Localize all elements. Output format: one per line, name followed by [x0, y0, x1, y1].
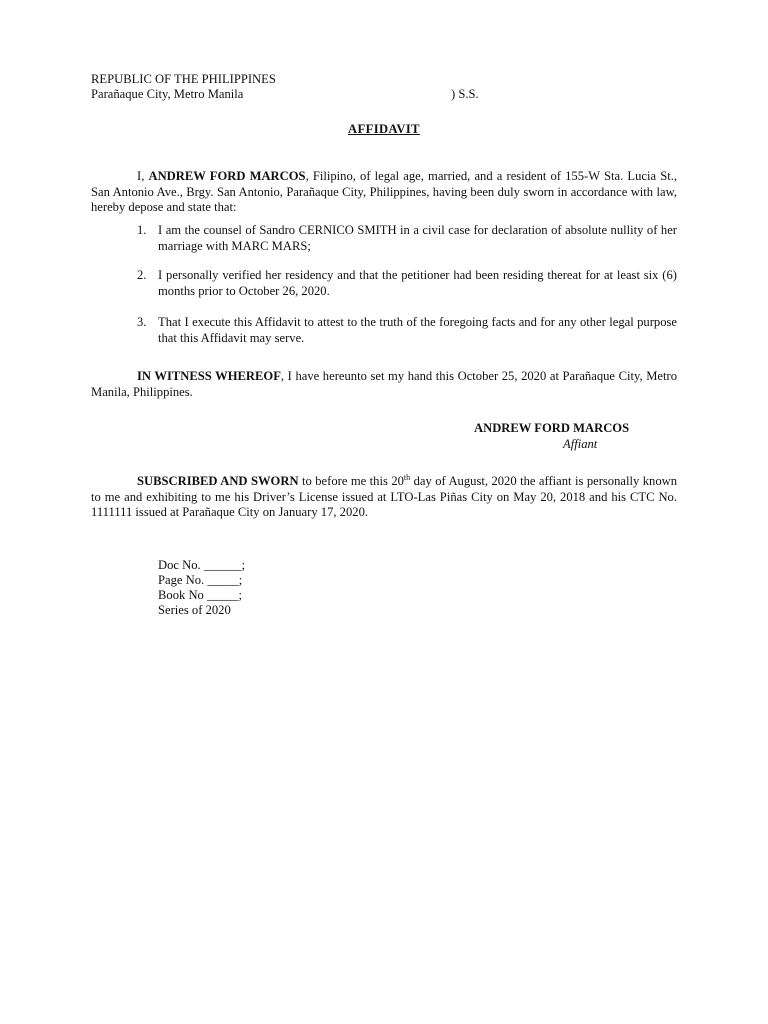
witness-rest: , I have hereunto set my hand this October 25, 2020 at Parañaque City, Metro Manila, Philippines. — [91, 369, 677, 399]
jurat-lead: SUBSCRIBED AND SWORN — [137, 474, 299, 488]
jurat-ordinal: th — [403, 473, 411, 482]
intro-paragraph — [91, 169, 677, 216]
venue-city-line — [91, 87, 479, 103]
jurat-pre: to before me this 20 — [298, 474, 404, 488]
venue-ss: ) S.S. — [451, 87, 479, 101]
list-item — [137, 268, 677, 299]
series-year: Series of 2020 — [158, 603, 231, 617]
list-item — [137, 315, 677, 346]
witness-lead: IN WITNESS WHEREOF — [137, 369, 281, 383]
document-title: AFFIDAVIT — [348, 122, 420, 136]
affiant-name-inline: ANDREW FORD MARCOS — [148, 169, 306, 183]
jurat-paragraph — [91, 474, 677, 521]
book-number: Book No _____; — [158, 588, 242, 602]
list-item-text: I am the counsel of Sandro CERNICO SMITH in a civil case for declaration of absolute nullity of her marriage with MARC MARS; — [158, 223, 677, 253]
list-item — [137, 223, 677, 254]
witness-paragraph — [91, 369, 677, 400]
list-item-number: 3. — [137, 315, 147, 329]
signatory-name: ANDREW FORD MARCOS — [474, 421, 630, 435]
intro-pre: I, — [137, 169, 149, 183]
doc-number: Doc No. ______; — [158, 558, 246, 572]
intro-post: , Filipino, of legal age, married, and a resident of 155-W Sta. Lucia St., San Antonio Ave., Brgy. San Antonio, Parañaque City, Philippines, having been duly sworn in accordance with law, hereby depose and state that: — [91, 169, 677, 215]
list-item-number: 2. — [137, 268, 147, 282]
page-number: Page No. _____; — [158, 573, 243, 587]
list-item-text: That I execute this Affidavit to attest to the truth of the foregoing facts and for any other legal purpose that this Affidavit may serve. — [158, 315, 677, 345]
jurat-post: day of August, 2020 the affiant is personally known to me and exhibiting to me his Driver’s License issued at LTO-Las Piñas City on May 20, 2018 and his CTC No. 1111111 issued at Parañaque City on January 17, 2020. — [91, 474, 678, 520]
venue-republic: REPUBLIC OF THE PHILIPPINES — [91, 72, 276, 86]
signatory-role: Affiant — [563, 437, 598, 451]
venue-city: Parañaque City, Metro Manila — [91, 87, 244, 101]
list-item-number: 1. — [137, 223, 147, 237]
list-item-text: I personally verified her residency and that the petitioner had been residing thereat for at least six (6) months prior to October 26, 2020. — [158, 268, 677, 298]
